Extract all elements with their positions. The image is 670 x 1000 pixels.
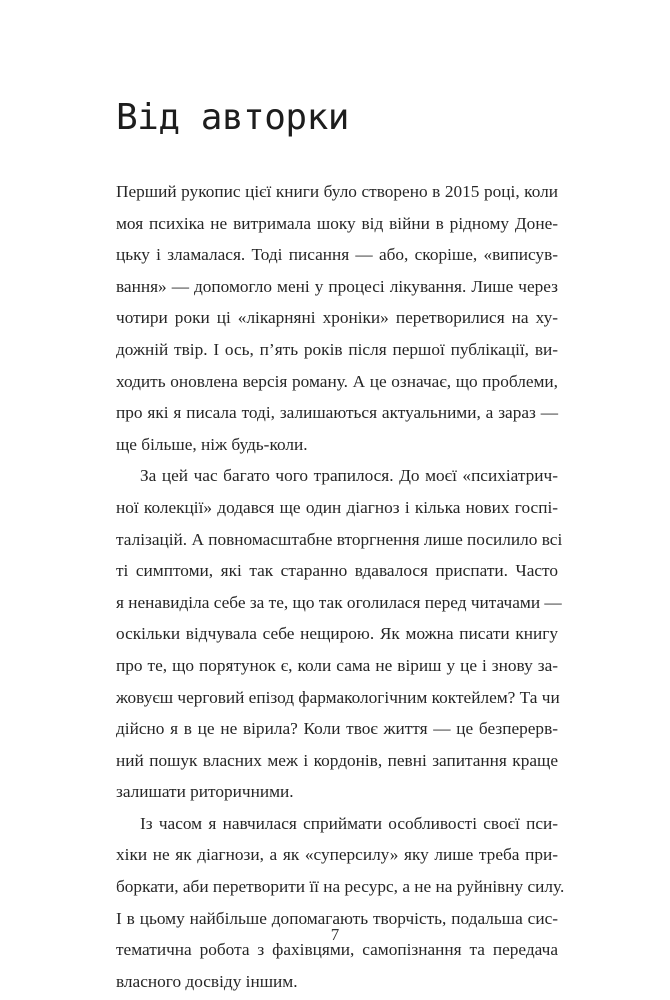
text-line: цьку і зламалася. Тоді писання — або, скоріше, «виписув- — [116, 245, 558, 265]
text-line: я ненавиділа себе за те, що так оголилася перед читачами — — [116, 592, 562, 612]
text-line: жовуєш черговий епізод фармакологічним коктейлем? Та чи — [116, 687, 560, 707]
text-line: За цей час багато чого трапилося. До моєї «психіатрич- — [140, 466, 558, 486]
chapter-title: Від авторки — [116, 97, 349, 138]
text-line: про те, що порятунок є, коли сама не віриш у це і знову за- — [116, 655, 558, 675]
text-line: власного досвіду іншим. — [116, 971, 298, 991]
text-line: ті симптоми, які так старанно вдавалося приспати. Часто — [116, 561, 558, 581]
text-line: дожній твір. І ось, п’ять років після першої публікації, ви- — [116, 339, 558, 359]
page-number: 7 — [330, 925, 340, 944]
text-line: хіки не як діагнози, а як «суперсилу» яку лише треба при- — [116, 845, 558, 865]
text-line: боркати, аби перетворити її на ресурс, а не на руйнівну силу. — [116, 877, 565, 897]
text-line: Перший рукопис цієї книги було створено в 2015 році, коли — [116, 182, 558, 201]
text-line: оскільки відчувала себе нещирою. Як можна писати книгу — [116, 624, 558, 644]
text-line: І в цьому найбільше допомагають творчість, подальша сис- — [116, 908, 558, 928]
text-line: талізацій. А повномасштабне вторгнення лише посилило всі — [116, 529, 563, 549]
text-line: ної колекції» додався ще один діагноз і кілька нових госпі- — [116, 497, 558, 517]
text-line: тематична робота з фахівцями, самопізнання та передача — [116, 940, 558, 960]
text-line: ще більше, ніж будь-коли. — [116, 434, 308, 454]
text-line: залишати риторичними. — [116, 782, 294, 802]
text-line: ний пошук власних меж і кордонів, певні запитання краще — [116, 750, 558, 770]
text-line: вання» — допомогло мені у процесі лікування. Лише через — [116, 276, 558, 296]
text-line: дійсно я в це не вірила? Коли твоє життя — це безперерв- — [116, 719, 558, 739]
text-line: про які я писала тоді, залишаються актуальними, а зараз — — [116, 403, 558, 423]
text-line: чотири роки ці «лікарняні хроніки» перетворилися на ху- — [116, 308, 558, 328]
text-line: Із часом я навчилася сприймати особливості своєї пси- — [140, 813, 558, 833]
text-line: ходить оновлена версія роману. А це означає, що проблеми, — [116, 371, 558, 391]
body-text — [116, 176, 565, 997]
text-line: моя психіка не витримала шоку від війни в рідному Доне- — [116, 213, 558, 233]
